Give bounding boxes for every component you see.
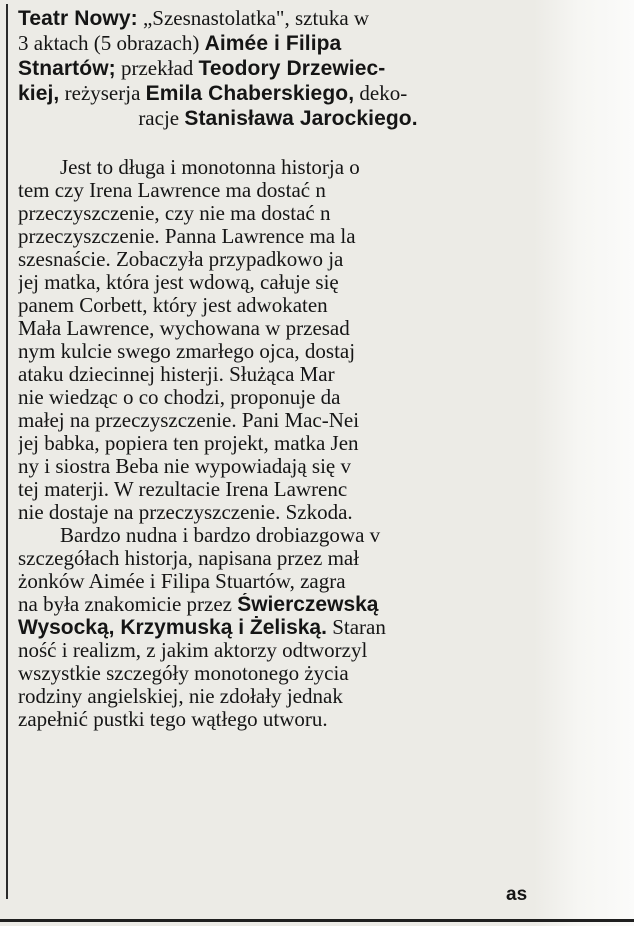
text-line: jej babka, popiera ten projekt, matka Jen: [18, 432, 359, 455]
review-body: [18, 156, 538, 731]
text-line: szesnaście. Zobaczyła przypadkowo ja: [18, 248, 344, 271]
design-label: deko-: [354, 81, 408, 105]
text-line: ataku dziecinnej histerji. Służąca Mar: [18, 363, 335, 386]
text-line: małej na przeczyszczenie. Pani Mac-Nei: [18, 409, 360, 432]
actor-names: Wysocką, Krzymuską i Żeliską.: [18, 616, 327, 639]
cast-rest: Staran: [326, 616, 386, 639]
text-line: nie dostaje na przeczyszczenie. Szkoda.: [18, 501, 353, 524]
translation-label: przekład: [115, 56, 199, 80]
actor-name: Świerczewską: [237, 593, 379, 616]
text-line: jej matka, która jest wdową, całuje się: [18, 271, 339, 294]
designer-name: Stanisława Jarockiego.: [184, 107, 418, 130]
theatre-review: [18, 6, 538, 731]
text-line: tem czy Irena Lawrence ma dostać n: [18, 179, 326, 202]
authors-surname: Stnartów;: [18, 57, 116, 80]
text-line: tej materji. W rezultacie Irena Lawrenc: [18, 478, 348, 501]
theatre-name: Teatr Nowy:: [18, 7, 138, 30]
design-credit: [18, 106, 538, 131]
play-title: „Szesnastolatka", sztuka w: [137, 6, 370, 30]
bottom-rule: [0, 919, 634, 922]
text-line: wszystkie szczegóły monotonego życia: [18, 662, 349, 685]
text-line: [18, 616, 538, 639]
text-line: ny i siostra Beba nie wypowiadają się v: [18, 455, 352, 478]
text-line: nie wiedząc o co chodzi, proponuje da: [18, 386, 341, 409]
director-name: Emila Chaberskiego,: [145, 82, 355, 105]
text-line: żonków Aimée i Filipa Stuartów, zagra: [18, 570, 346, 593]
text-line: panem Corbett, który jest adwokaten: [18, 294, 328, 317]
text-line: nym kulcie swego zmarłego ojca, dostaj: [18, 340, 356, 363]
direction-label: reżyserja: [59, 81, 146, 105]
text-line: Mała Lawrence, wychowana w przesad: [18, 317, 350, 340]
text-line: przeczyszczenie, czy nie ma dostać n: [18, 202, 331, 225]
translator-name-end: kiej,: [18, 82, 60, 105]
text-line: szczegółach historja, napisana przez mał: [18, 547, 360, 570]
acts-info: 3 aktach (5 obrazach): [18, 31, 205, 55]
text-line: zapełnić pustki tego wątłego utworu.: [18, 708, 328, 731]
review-header: [18, 6, 538, 131]
authors-name: Aimée i Filipa: [204, 32, 342, 55]
cast-intro: na była znakomicie przez: [18, 593, 238, 616]
text-line: [18, 593, 538, 616]
translator-name: Teodory Drzewiec-: [198, 57, 386, 80]
text-line: Jest to długa i monotonna historja o: [60, 156, 360, 179]
author-signature: as: [506, 884, 528, 905]
text-line: rodziny angielskiej, nie zdołały jednak: [18, 685, 343, 708]
column-rule: [6, 4, 8, 899]
text-line: ność i realizm, z jakim aktorzy odtworzyl: [18, 639, 368, 662]
text-line: przeczyszczenie. Panna Lawrence ma la: [18, 225, 356, 248]
page-edge-shadow: [534, 0, 634, 926]
text-line: Bardzo nudna i bardzo drobiazgowa v: [60, 524, 381, 547]
design-label-end: racje: [138, 106, 185, 130]
